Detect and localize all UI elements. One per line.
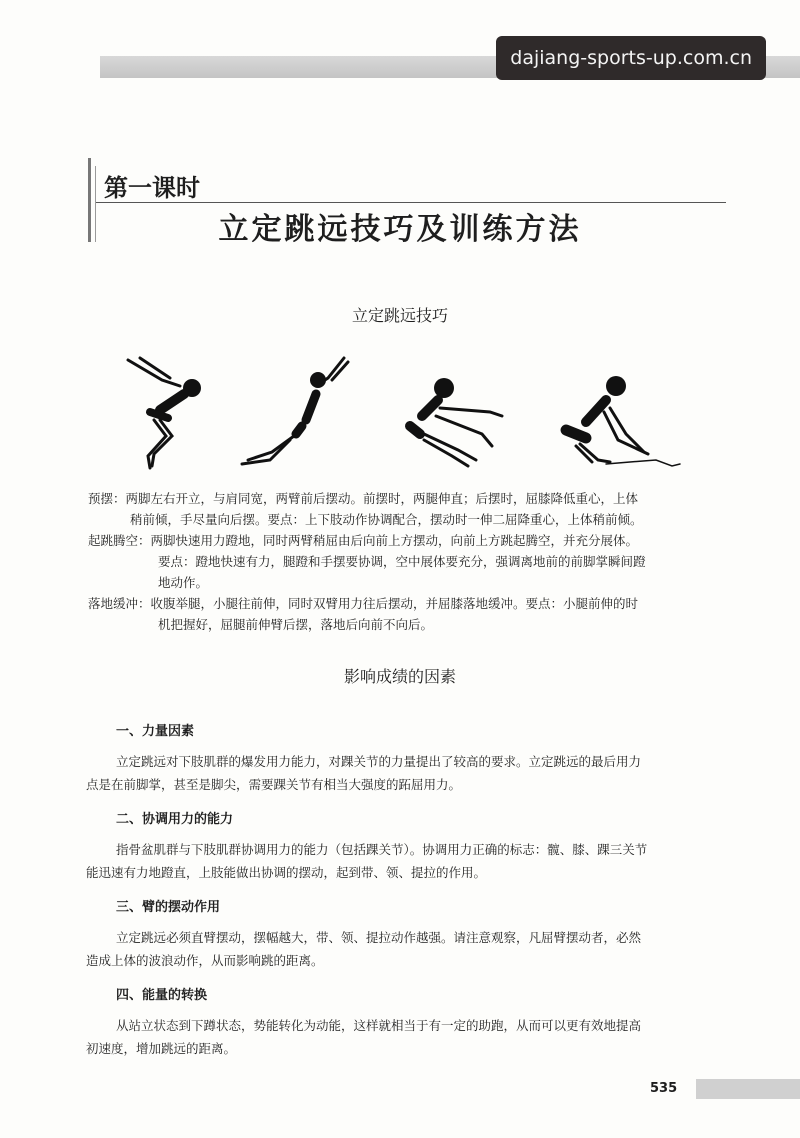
factor-heading: 三、臂的摆动作用 (116, 900, 221, 915)
step-text-line: 预摆：两脚左右开立，与肩同宽，两臂前后摆动。前摆时，两腿伸直；后摆时，屈膝降低重心，上体 (88, 491, 639, 506)
factor-heading: 二、协调用力的能力 (116, 812, 234, 827)
paragraph-line: 指骨盆肌群与下肢肌群协调用力的能力（包括踝关节）。协调用力正确的标志：髋、膝、踝三关节 (116, 842, 648, 857)
long-jump-prepare-figure (128, 358, 201, 468)
long-jump-landing-figure (566, 376, 680, 466)
paragraph-line: 点是在前脚掌，甚至是脚尖，需要踝关节有相当大强度的跖屈用力。 (86, 777, 462, 792)
factor-paragraph (86, 750, 728, 796)
paragraph-line: 从站立状态到下蹲状态，势能转化为动能，这样就相当于有一定的助跑，从而可以更有效地提高 (116, 1018, 642, 1033)
jump-figures-illustration (110, 350, 700, 480)
paragraph-line: 造成上体的波浪动作，从而影响跳的距离。 (86, 953, 324, 968)
factor-heading: 一、力量因素 (116, 724, 195, 739)
factor-paragraph (86, 926, 728, 972)
step-text-line: 地动作。 (158, 575, 209, 590)
factor-paragraph (86, 838, 728, 884)
factor-heading: 四、能量的转换 (116, 988, 208, 1003)
paragraph-line: 能迅速有力地蹬直，上肢能做出协调的摆动，起到带、领、提拉的作用。 (86, 865, 487, 880)
step-text-line: 要点：蹬地快速有力，腿蹬和手摆要协调，空中展体要充分，强调离地前的前脚掌瞬间蹬 (158, 554, 646, 569)
page-title: 立定跳远技巧及训练方法 (218, 212, 582, 247)
paragraph-line: 立定跳远必须直臂摆动，摆幅越大，带、领、提拉动作越强。请注意观察，凡屈臂摆动者，必然 (116, 930, 642, 945)
lesson-label: 第一课时 (104, 174, 200, 202)
page-number: 535 (650, 1081, 678, 1096)
paragraph-line: 立定跳远对下肢肌群的爆发用力能力，对踝关节的力量提出了较高的要求。立定跳远的最后用力 (116, 754, 642, 769)
watermark-badge: dajiang-sports-up.com.cn (496, 36, 766, 80)
section-heading-technique: 立定跳远技巧 (351, 306, 448, 325)
paragraph-line: 初速度，增加跳远的距离。 (86, 1041, 237, 1056)
step-text-line: 起跳腾空：两脚快速用力蹬地，同时两臂稍屈由后向前上方摆动，向前上方跳起腾空，并充分展体。 (88, 533, 639, 548)
title-rule (96, 202, 726, 203)
factor-paragraph (86, 1014, 728, 1060)
long-jump-flight-figure (410, 378, 502, 466)
step-text-line: 稍前倾，手尽量向后摆。要点：上下肢动作协调配合，摆动时一伸二屈降重心，上体稍前倾。 (130, 512, 643, 527)
section-heading-factors: 影响成绩的因素 (343, 667, 456, 686)
technique-steps (88, 488, 728, 635)
step-text-line: 落地缓冲：收腹举腿，小腿往前伸，同时双臂用力往后摆动，并屈膝落地缓冲。要点：小腿前伸的时 (88, 596, 639, 611)
long-jump-takeoff-figure (242, 358, 348, 464)
step-text-line: 机把握好，屈腿前伸臂后摆，落地后向前不向后。 (158, 617, 434, 632)
footer-band (696, 1079, 800, 1099)
